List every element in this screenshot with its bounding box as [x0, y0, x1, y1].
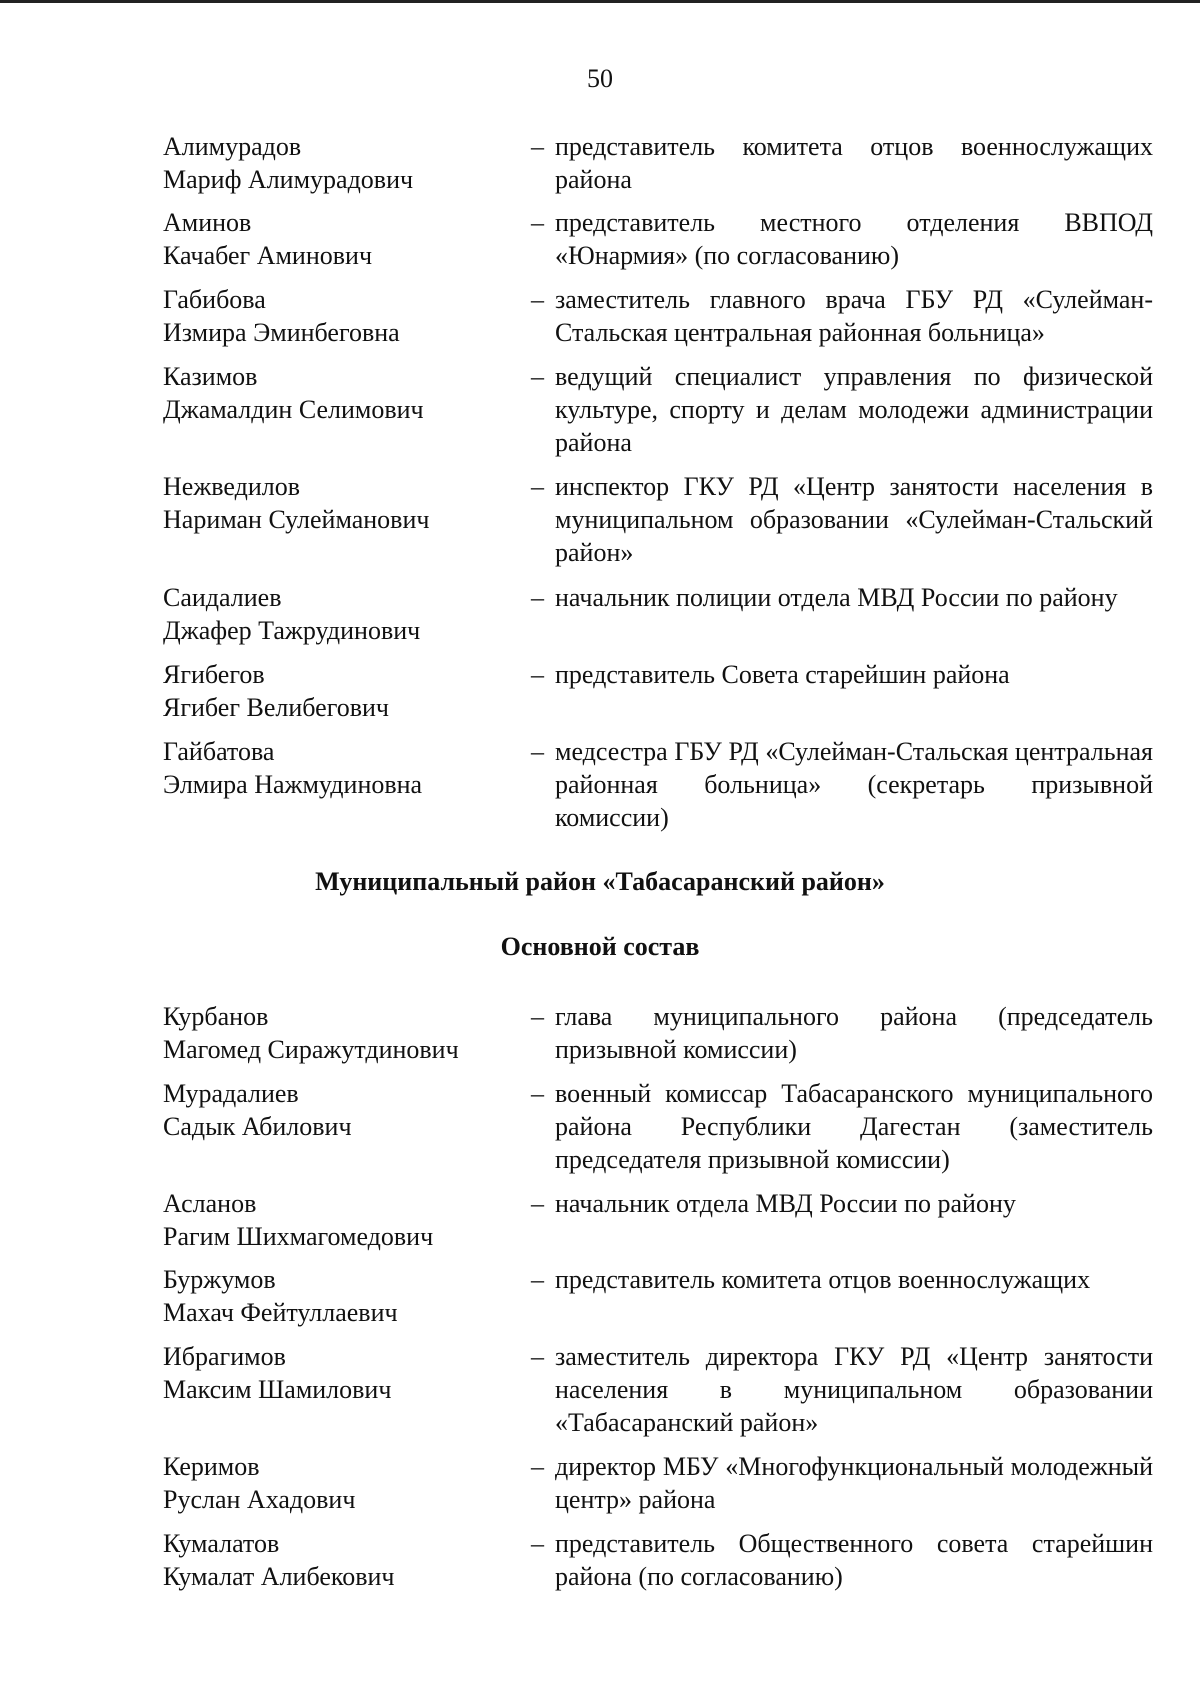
member-role: директор МБУ «Многофункциональный молодежный центр» района — [555, 1452, 1153, 1514]
dash-separator: – — [531, 1529, 544, 1558]
dash-separator: – — [531, 362, 544, 391]
dash-separator: – — [531, 737, 544, 766]
dash-separator: – — [531, 1452, 544, 1481]
member-given-name: Ягибег Велибегович — [163, 693, 389, 722]
dash-separator: – — [531, 660, 544, 689]
member-name — [163, 470, 523, 536]
member-name — [163, 1187, 523, 1253]
member-surname: Керимов — [163, 1452, 260, 1481]
dash-separator: – — [531, 1189, 544, 1218]
member-given-name: Максим Шамилович — [163, 1375, 392, 1404]
member-given-name: Садык Абилович — [163, 1112, 352, 1141]
member-surname: Аминов — [163, 208, 252, 237]
member-surname: Габибова — [163, 285, 266, 314]
dash-separator: – — [531, 583, 544, 612]
member-surname: Курбанов — [163, 1002, 269, 1031]
member-surname: Асланов — [163, 1189, 257, 1218]
member-surname: Алимурадов — [163, 132, 302, 161]
member-name — [163, 1263, 523, 1329]
member-given-name: Нариман Сулейманович — [163, 505, 430, 534]
district-heading: Муниципальный район «Табасаранский район» — [315, 867, 885, 896]
dash-separator: – — [531, 472, 544, 501]
member-role: начальник полиции отдела МВД России по району — [555, 583, 1118, 612]
dash-separator: – — [531, 1265, 544, 1294]
member-surname: Кумалатов — [163, 1529, 280, 1558]
member-role: глава муниципального района (председатель призывной комиссии) — [555, 1002, 1153, 1064]
member-name — [163, 1450, 523, 1516]
member-name — [163, 658, 523, 724]
member-surname: Гайбатова — [163, 737, 275, 766]
member-role: представитель комитета отцов военнослужащих — [555, 1265, 1091, 1294]
member-name — [163, 130, 523, 196]
member-given-name: Руслан Ахадович — [163, 1485, 356, 1514]
page-number: 50 — [587, 64, 613, 93]
member-given-name: Измира Эминбеговна — [163, 318, 400, 347]
member-surname: Буржумов — [163, 1265, 276, 1294]
member-role: заместитель директора ГКУ РД «Центр занятости населения в муниципальном образовании «Табасаранский район» — [555, 1342, 1153, 1437]
member-name — [163, 581, 523, 647]
member-given-name: Рагим Шихмагомедович — [163, 1222, 434, 1251]
member-given-name: Кумалат Алибекович — [163, 1562, 395, 1591]
member-role: представитель Общественного совета старейшин района (по согласованию) — [555, 1529, 1153, 1591]
dash-separator: – — [531, 1002, 544, 1031]
member-surname: Саидалиев — [163, 583, 282, 612]
member-surname: Мурадалиев — [163, 1079, 299, 1108]
member-name — [163, 1340, 523, 1406]
member-given-name: Джафер Тажрудинович — [163, 616, 421, 645]
member-given-name: Мариф Алимурадович — [163, 165, 414, 194]
member-surname: Нежведилов — [163, 472, 300, 501]
member-role: военный комиссар Табасаранского муниципального района Республики Дагестан (заместитель председателя призывной комиссии) — [555, 1079, 1153, 1174]
member-role: начальник отдела МВД России по району — [555, 1189, 1016, 1218]
member-name — [163, 1077, 523, 1143]
member-role: представитель комитета отцов военнослужащих района — [555, 132, 1153, 194]
dash-separator: – — [531, 132, 544, 161]
member-role: инспектор ГКУ РД «Центр занятости населения в муниципальном образовании «Сулейман-Стальский район» — [555, 472, 1153, 567]
member-role: представитель Совета старейшин района — [555, 660, 1010, 689]
dash-separator: – — [531, 285, 544, 314]
dash-separator: – — [531, 208, 544, 237]
member-surname: Ибрагимов — [163, 1342, 286, 1371]
member-role: ведущий специалист управления по физической культуре, спорту и делам молодежи администрации района — [555, 362, 1153, 457]
member-role: медсестра ГБУ РД «Сулейман-Стальская центральная районная больница» (секретарь призывной комиссии) — [555, 737, 1153, 832]
member-given-name: Магомед Сиражутдинович — [163, 1035, 459, 1064]
member-role: представитель местного отделения ВВПОД «Юнармия» (по согласованию) — [555, 208, 1153, 270]
composition-heading: Основной состав — [500, 932, 700, 961]
member-given-name: Качабег Аминович — [163, 241, 373, 270]
dash-separator: – — [531, 1342, 544, 1371]
member-name — [163, 360, 523, 426]
member-name — [163, 206, 523, 272]
member-role: заместитель главного врача ГБУ РД «Сулейман-Стальская центральная районная больница» — [555, 285, 1153, 347]
member-given-name: Элмира Нажмудиновна — [163, 770, 423, 799]
member-surname: Ягибегов — [163, 660, 265, 689]
member-name — [163, 1527, 523, 1593]
member-name — [163, 1000, 523, 1066]
member-name — [163, 735, 523, 801]
member-given-name: Джамалдин Селимович — [163, 395, 424, 424]
member-name — [163, 283, 523, 349]
member-given-name: Махач Фейтуллаевич — [163, 1298, 398, 1327]
dash-separator: – — [531, 1079, 544, 1108]
member-surname: Казимов — [163, 362, 258, 391]
